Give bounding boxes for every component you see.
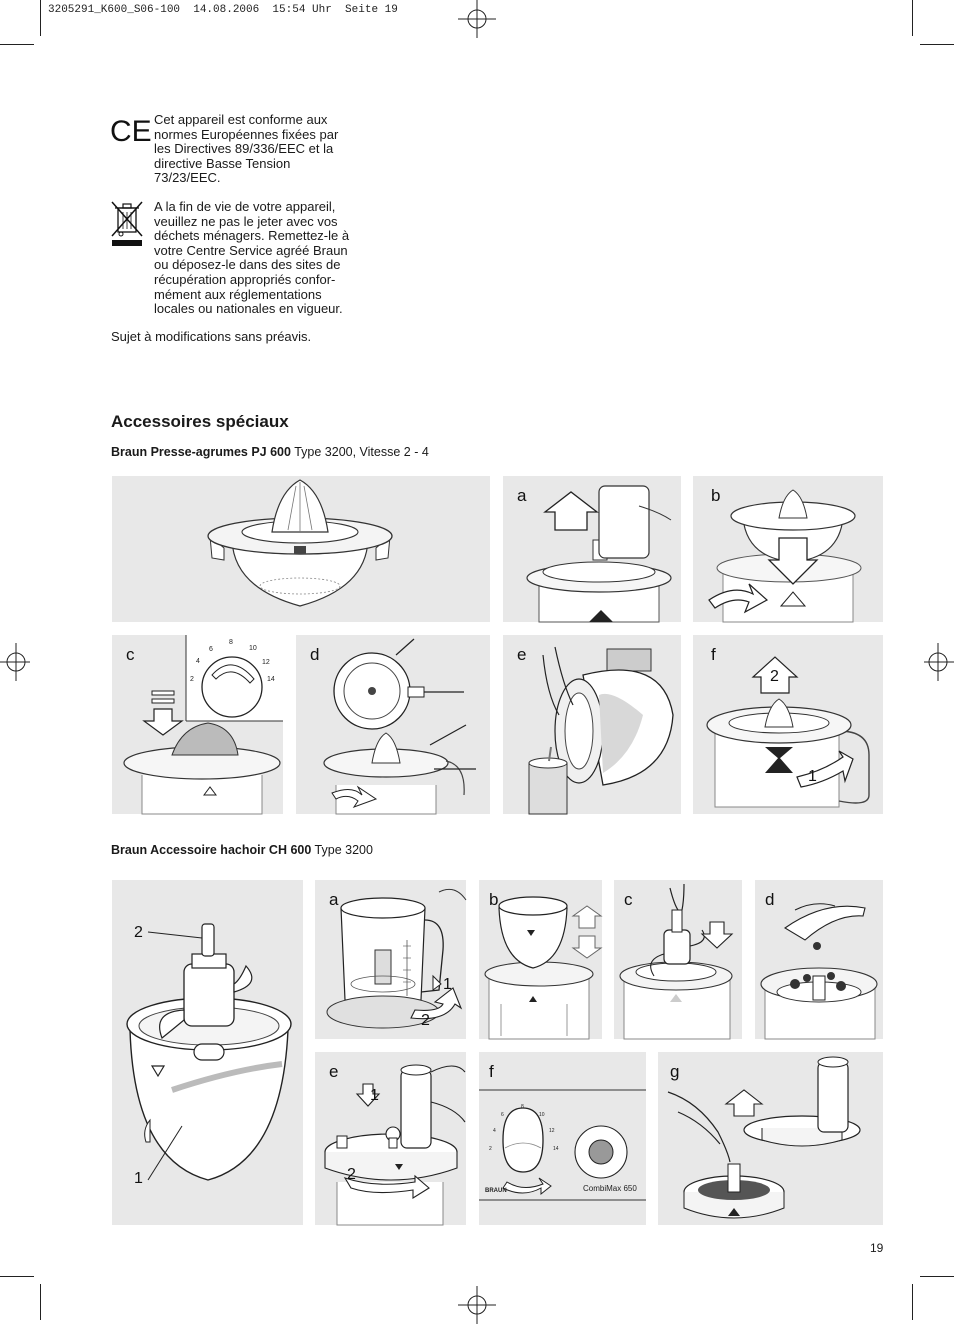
panel-label: c: [624, 890, 633, 909]
text-line: 73/23/EEC.: [154, 170, 221, 186]
crop-mark: [920, 44, 954, 45]
text-line: locales ou nationales en vigueur.: [154, 301, 343, 317]
panel-label: d: [765, 890, 775, 909]
pj600-step-e: [503, 635, 681, 814]
pj600-step-c: [112, 635, 283, 814]
svg-text:CombiMax 650: CombiMax 650: [583, 1184, 637, 1193]
ch600-subheading: [111, 843, 373, 857]
ch600-step-b: [479, 880, 602, 1039]
panel-label: f: [489, 1062, 494, 1081]
pj600-main-illustration: [112, 476, 490, 622]
svg-text:2: 2: [190, 676, 194, 683]
text-line: A la fin de vie de votre appareil,: [154, 199, 336, 214]
ch600-step-f: [479, 1052, 646, 1225]
subheading-bold: Braun Accessoire hachoir CH 600: [111, 843, 312, 857]
panel-label: e: [517, 645, 527, 664]
svg-text:14: 14: [267, 676, 275, 683]
subheading-rest: Type 3200, Vitesse 2 - 4: [290, 445, 429, 459]
text-line: les Directives 89/336/EEC et la: [154, 141, 334, 157]
text-line: récupération appropriés confor-: [154, 271, 336, 287]
disclaimer-text: Sujet à modifications sans préavis.: [111, 329, 312, 344]
crop-mark: [0, 1276, 34, 1277]
crop-mark: [912, 1284, 913, 1320]
panel-label: e: [329, 1062, 339, 1081]
text-line: veuillez ne pas le jeter avec vos: [154, 213, 338, 229]
text-line: Cet appareil est conforme aux: [154, 112, 328, 127]
svg-text:4: 4: [196, 658, 200, 665]
section-title: Accessoires spéciaux: [111, 412, 289, 431]
part-number: 1: [134, 1170, 143, 1187]
svg-text:10: 10: [539, 1112, 545, 1118]
pj600-step-b: [693, 476, 883, 622]
step-number: 1: [443, 976, 452, 993]
registration-mark-icon: [0, 643, 38, 681]
text-line: déchets ménagers. Remettez-le à: [154, 228, 350, 244]
panel-label: a: [517, 486, 527, 505]
crossed-bin-icon: [110, 200, 144, 248]
svg-text:10: 10: [249, 645, 257, 652]
print-slug: 3205291_K600_S06-100 14.08.2006 15:54 Uhr Seite 19: [48, 4, 398, 16]
panel-label: b: [489, 890, 499, 909]
pj600-subheading: [111, 445, 429, 459]
panel-label: c: [126, 645, 135, 664]
pj600-step-a: [503, 476, 681, 622]
ch600-step-c: [614, 880, 742, 1039]
svg-text:14: 14: [553, 1146, 559, 1152]
ce-mark-icon: [110, 114, 152, 148]
panel-label: a: [329, 890, 339, 909]
ch600-step-e: [315, 1052, 466, 1225]
panel-label: g: [670, 1062, 680, 1081]
svg-text:BRAUN: BRAUN: [485, 1188, 507, 1194]
pj600-step-d: [296, 635, 490, 814]
part-number: 2: [134, 924, 143, 941]
svg-text:CE: CE: [110, 115, 152, 148]
text-line: directive Basse Tension: [154, 155, 291, 171]
svg-text:6: 6: [501, 1112, 504, 1118]
panel-label: f: [711, 645, 716, 664]
subheading-rest: Type 3200: [311, 843, 373, 857]
svg-text:8: 8: [229, 639, 233, 646]
panel-label: d: [310, 645, 320, 664]
pj600-step-f: [693, 635, 883, 814]
step-number: 1: [370, 1087, 379, 1104]
weee-notice-text: [154, 200, 369, 317]
step-number: 2: [421, 1012, 430, 1029]
ch600-main-illustration: [112, 880, 303, 1225]
svg-text:6: 6: [209, 646, 213, 653]
ch600-step-g: [658, 1052, 883, 1225]
ch600-step-d: [755, 880, 883, 1039]
text-line: ou déposez-le dans des sites de: [154, 257, 341, 273]
svg-text:4: 4: [493, 1128, 496, 1134]
panel-label: b: [711, 486, 721, 505]
svg-text:8: 8: [521, 1104, 524, 1110]
ce-notice-text: [154, 113, 364, 186]
text-line: mément aux réglementations: [154, 286, 322, 302]
svg-text:12: 12: [549, 1128, 555, 1134]
page-number: 19: [870, 1241, 884, 1255]
crop-mark: [912, 0, 913, 36]
text-line: votre Centre Service agréé Braun: [154, 242, 348, 258]
registration-mark-icon: [458, 0, 496, 38]
ch600-step-a: [315, 880, 466, 1039]
crop-mark: [40, 1284, 41, 1320]
crop-mark: [40, 0, 41, 36]
step-number: 1: [808, 768, 817, 785]
svg-text:12: 12: [262, 659, 270, 666]
text-line: normes Européennes fixées par: [154, 126, 339, 142]
step-number: 2: [770, 668, 779, 685]
crop-mark: [920, 1276, 954, 1277]
crop-mark: [0, 44, 34, 45]
subheading-bold: Braun Presse-agrumes PJ 600: [111, 445, 291, 459]
registration-mark-icon: [918, 643, 956, 681]
registration-mark-icon: [458, 1286, 496, 1324]
step-number: 2: [347, 1166, 356, 1183]
svg-text:2: 2: [489, 1146, 492, 1152]
